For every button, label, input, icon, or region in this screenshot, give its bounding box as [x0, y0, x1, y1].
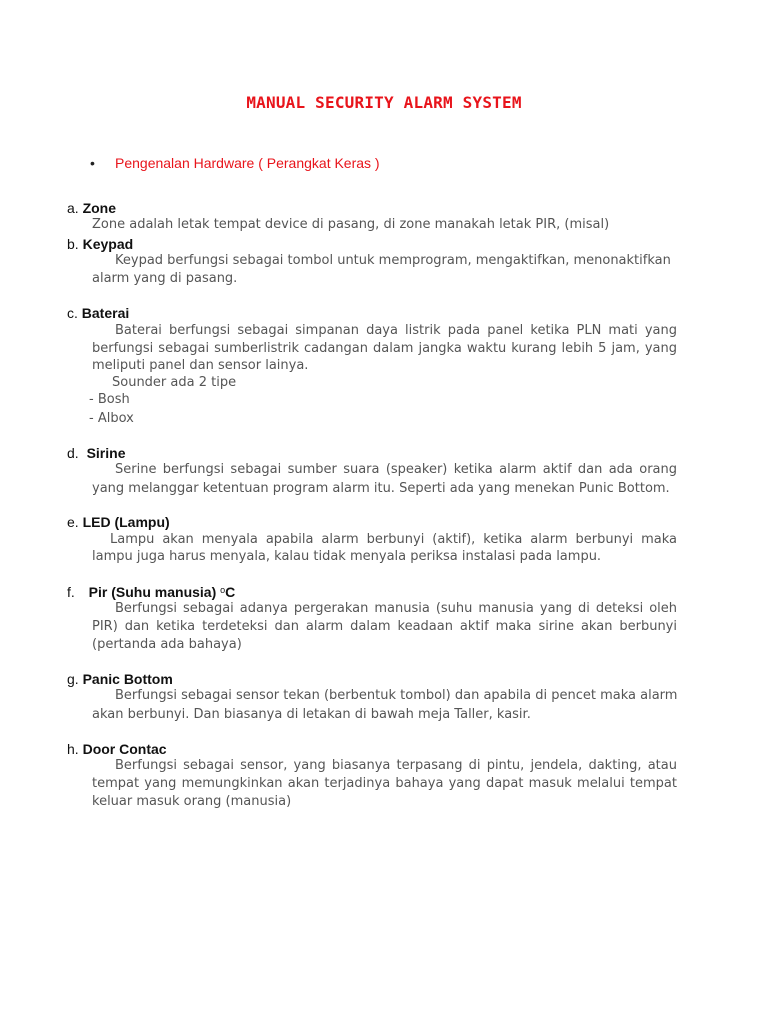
section-text-panic-line2: akan berbunyi. Dan biasanya di letakan di bawah meja Taller, kasir. [92, 707, 531, 722]
section-letter: f. [67, 584, 75, 600]
section-letter: h. [67, 741, 79, 757]
section-heading-led [67, 514, 170, 530]
section-text-door-line3: keluar masuk orang (manusia) [92, 794, 292, 809]
section-title: Sirine [86, 445, 126, 461]
section-text-led-line2: lampu juga harus menyala, kalau tidak menyala periksa instalasi pada lampu. [92, 549, 602, 564]
section-title: Keypad [82, 236, 134, 252]
section-heading-panic-bottom [67, 671, 173, 687]
unit-celsius: C [225, 584, 236, 600]
sounder-type-item: - Albox [89, 411, 134, 426]
section-text-keypad-line2: alarm yang di pasang. [92, 271, 238, 286]
section-heading-baterai [67, 305, 129, 321]
document-title: MANUAL SECURITY ALARM SYSTEM [246, 93, 522, 112]
section-letter: b. [67, 236, 79, 252]
section-text-pir-line1: Berfungsi sebagai adanya pergerakan manusia (suhu manusia yang di deteksi oleh [115, 601, 677, 616]
section-heading-keypad [67, 236, 133, 252]
section-title: Panic Bottom [82, 671, 173, 687]
section-heading-sirine [67, 445, 125, 461]
section-letter: g. [67, 671, 79, 687]
section-text-baterai-line1: Baterai berfungsi sebagai simpanan daya listrik pada panel ketika PLN mati yang [115, 323, 677, 338]
section-title: LED (Lampu) [82, 514, 170, 530]
section-text-sirine-line1: Serine berfungsi sebagai sumber suara (speaker) ketika alarm aktif dan ada orang [115, 462, 677, 477]
section-text-door-line2: tempat yang memungkinkan akan terjadinya bahaya yang dapat masuk melalui tempat [92, 776, 677, 791]
section-letter: c. [67, 305, 78, 321]
section-text-baterai-line4: Sounder ada 2 tipe [112, 375, 237, 390]
section-title: Zone [82, 200, 117, 216]
section-letter: a. [67, 200, 79, 216]
section-letter: d. [67, 445, 79, 461]
section-text-led-line1: Lampu akan menyala apabila alarm berbunyi (aktif), ketika alarm berbunyi maka [110, 532, 677, 547]
section-text-keypad-line1: Keypad berfungsi sebagai tombol untuk memprogram, mengaktifkan, menonaktifkan [115, 253, 671, 268]
bullet-dot: • [90, 155, 95, 171]
section-text-baterai-line2: berfungsi sebagai sumberlistrik cadangan dalam jangka waktu kurang lebih 5 jam, yang [92, 341, 677, 356]
section-text-zone: Zone adalah letak tempat device di pasang, di zone manakah letak PIR, (misal) [92, 217, 610, 232]
sounder-type-item: - Bosh [89, 392, 130, 407]
degree-superscript: o [220, 585, 226, 595]
section-text-pir-line3: (pertanda ada bahaya) [92, 637, 242, 652]
section-heading-door-contac [67, 741, 167, 757]
section-text-baterai-line3: meliputi panel dan sensor lainya. [92, 358, 309, 373]
section-text-pir-line2: PIR) dan ketika terdeteksi dan alarm dalam keadaan aktif maka sirine akan berbunyi [92, 619, 677, 634]
section-heading-pir [67, 584, 235, 600]
section-title: Door Contac [82, 741, 167, 757]
section-heading-zone [67, 200, 116, 216]
section-text-door-line1: Berfungsi sebagai sensor, yang biasanya terpasang di pintu, jendela, dakting, atau [115, 758, 677, 773]
section-text-sirine-line2: yang melanggar ketentuan program alarm itu. Seperti ada yang menekan Punic Bottom. [92, 481, 670, 496]
bullet-text: Pengenalan Hardware ( Perangkat Keras ) [115, 155, 380, 171]
section-letter: e. [67, 514, 79, 530]
bullet-item [90, 155, 380, 171]
section-title: Pir (Suhu manusia) [88, 584, 221, 600]
section-text-panic-line1: Berfungsi sebagai sensor tekan (berbentuk tombol) dan apabila di pencet maka alarm [115, 688, 678, 703]
section-title: Baterai [81, 305, 130, 321]
